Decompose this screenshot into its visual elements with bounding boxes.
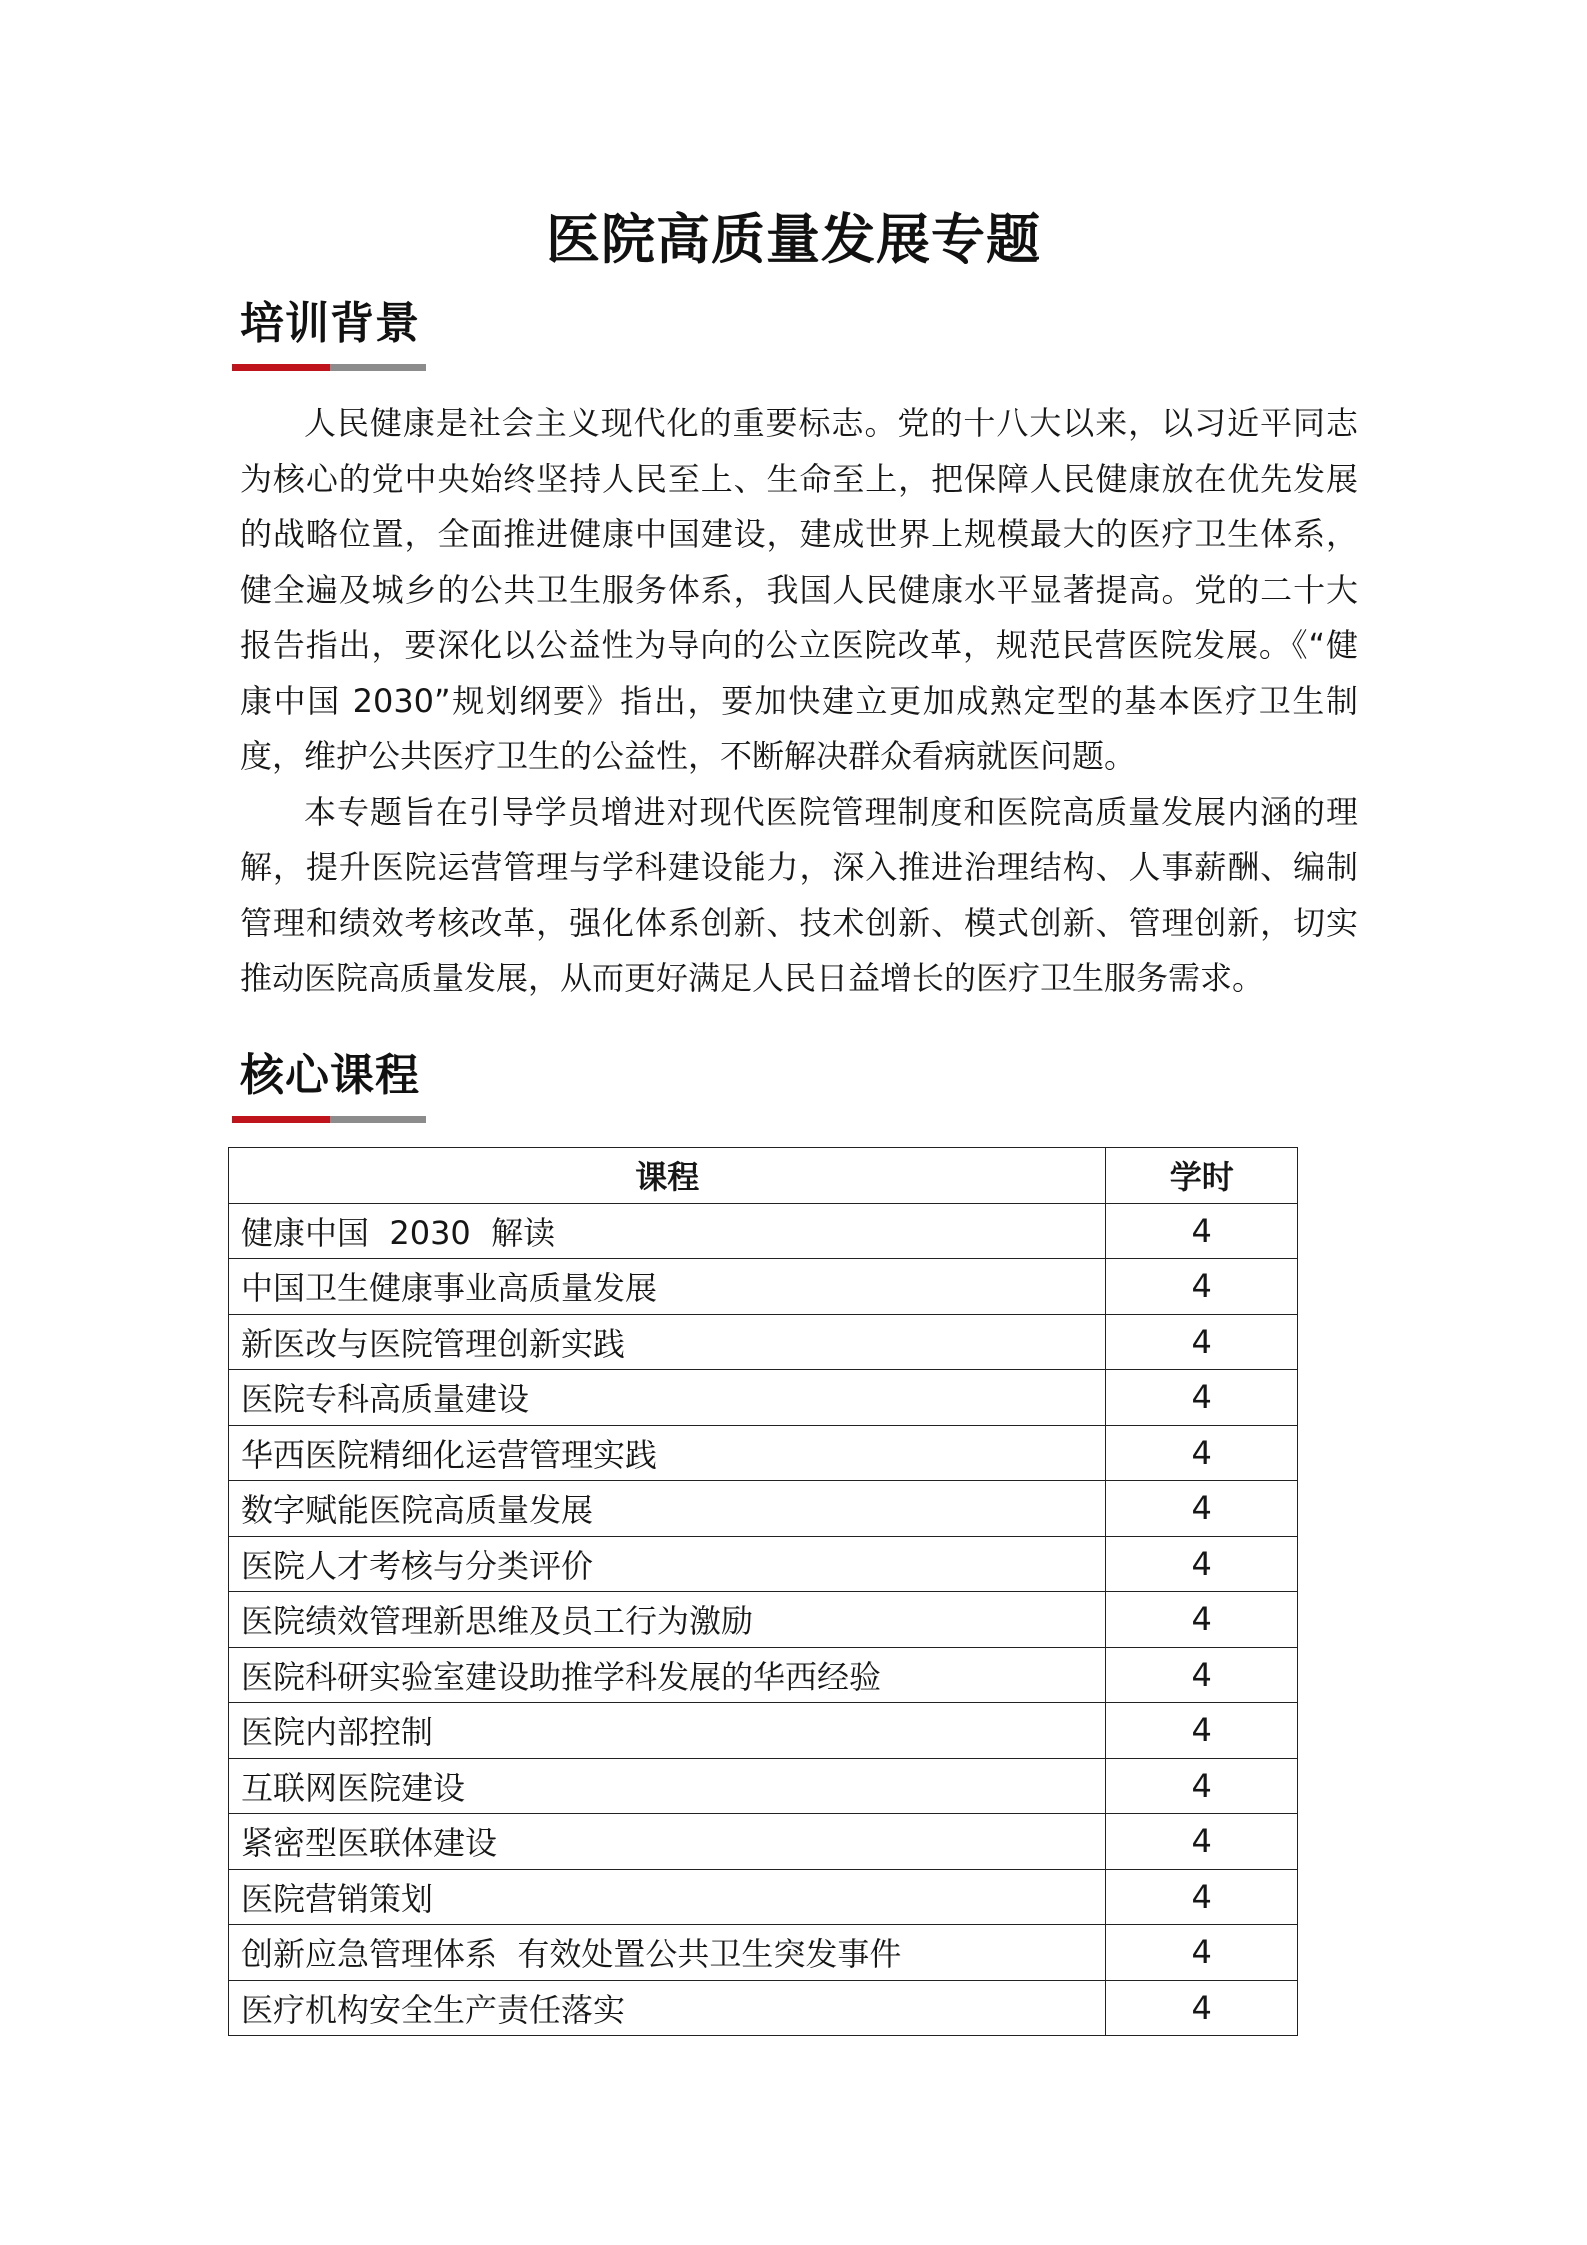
course-name-cell: 医院营销策划 bbox=[229, 1869, 1106, 1925]
background-paragraph-2: 本专题旨在引导学员增进对现代医院管理制度和医院高质量发展内涵的理解，提升医院运营管理与学科建设能力，深入推进治理结构、人事薪酬、编制管理和绩效考核改革，强化体系创新、技术创新、模式创新、管理创新，切实推动医院高质量发展，从而更好满足人民日益增长的医疗卫生服务需求。 bbox=[240, 792, 1358, 997]
course-name-cell: 互联网医院建设 bbox=[229, 1758, 1106, 1814]
table-row bbox=[229, 1758, 1298, 1814]
section-underline-background bbox=[232, 364, 426, 371]
course-hours-cell: 4 bbox=[1106, 1314, 1298, 1370]
column-header-course: 课程 bbox=[229, 1148, 1106, 1204]
course-hours-cell: 4 bbox=[1106, 1592, 1298, 1648]
section-underline-courses bbox=[232, 1116, 426, 1123]
course-hours-cell: 4 bbox=[1106, 1758, 1298, 1814]
table-row bbox=[229, 1536, 1298, 1592]
course-hours-cell: 4 bbox=[1106, 1703, 1298, 1759]
course-hours-cell: 4 bbox=[1106, 1925, 1298, 1981]
course-name-cell: 创新应急管理体系 有效处置公共卫生突发事件 bbox=[229, 1925, 1106, 1981]
course-name-cell: 中国卫生健康事业高质量发展 bbox=[229, 1259, 1106, 1315]
course-hours-cell: 4 bbox=[1106, 1869, 1298, 1925]
column-header-hours: 学时 bbox=[1106, 1148, 1298, 1204]
course-hours-cell: 4 bbox=[1106, 1814, 1298, 1870]
table-row bbox=[229, 1370, 1298, 1426]
table-row bbox=[229, 1647, 1298, 1703]
course-hours-cell: 4 bbox=[1106, 1481, 1298, 1537]
underline-red-segment bbox=[232, 1116, 330, 1123]
table-row bbox=[229, 1925, 1298, 1981]
course-name-cell: 医院绩效管理新思维及员工行为激励 bbox=[229, 1592, 1106, 1648]
course-hours-cell: 4 bbox=[1106, 1203, 1298, 1259]
course-name-cell: 医院科研实验室建设助推学科发展的华西经验 bbox=[229, 1647, 1106, 1703]
table-row bbox=[229, 1592, 1298, 1648]
course-name-cell: 紧密型医联体建设 bbox=[229, 1814, 1106, 1870]
course-hours-cell: 4 bbox=[1106, 1370, 1298, 1426]
section-heading-background: 培训背景 bbox=[240, 298, 420, 349]
underline-gray-segment bbox=[330, 364, 426, 371]
underline-red-segment bbox=[232, 364, 330, 371]
table-row bbox=[229, 1980, 1298, 2036]
course-hours-cell: 4 bbox=[1106, 1425, 1298, 1481]
course-name-cell: 华西医院精细化运营管理实践 bbox=[229, 1425, 1106, 1481]
course-name-cell: 医院人才考核与分类评价 bbox=[229, 1536, 1106, 1592]
table-row bbox=[229, 1481, 1298, 1537]
course-name-cell: 新医改与医院管理创新实践 bbox=[229, 1314, 1106, 1370]
course-name-cell: 医院内部控制 bbox=[229, 1703, 1106, 1759]
table-row bbox=[229, 1869, 1298, 1925]
section-heading-courses: 核心课程 bbox=[240, 1050, 420, 1101]
table-row bbox=[229, 1703, 1298, 1759]
table-row bbox=[229, 1425, 1298, 1481]
table-row bbox=[229, 1314, 1298, 1370]
background-text bbox=[240, 396, 1358, 1007]
course-name-cell: 医疗机构安全生产责任落实 bbox=[229, 1980, 1106, 2036]
course-name-cell: 健康中国 2030 解读 bbox=[229, 1203, 1106, 1259]
table-header-row bbox=[229, 1148, 1298, 1204]
course-hours-cell: 4 bbox=[1106, 1647, 1298, 1703]
course-hours-cell: 4 bbox=[1106, 1536, 1298, 1592]
course-table bbox=[228, 1147, 1298, 2036]
background-paragraph-1: 人民健康是社会主义现代化的重要标志。党的十八大以来，以习近平同志为核心的党中央始终坚持人民至上、生命至上，把保障人民健康放在优先发展的战略位置，全面推进健康中国建设，建成世界上规模最大的医疗卫生体系，健全遍及城乡的公共卫生服务体系，我国人民健康水平显著提高。党的二十大报告指出，要深化以公益性为导向的公立医院改革，规范民营医院发展。《“健康中国 2030”规划纲要》指出，要加快建立更加成熟定型的基本医疗卫生制度，维护公共医疗卫生的公益性，不断解决群众看病就医问题。 bbox=[240, 404, 1358, 775]
course-hours-cell: 4 bbox=[1106, 1980, 1298, 2036]
table-row bbox=[229, 1259, 1298, 1315]
table-row bbox=[229, 1814, 1298, 1870]
course-name-cell: 数字赋能医院高质量发展 bbox=[229, 1481, 1106, 1537]
course-name-cell: 医院专科高质量建设 bbox=[229, 1370, 1106, 1426]
underline-gray-segment bbox=[330, 1116, 426, 1123]
course-hours-cell: 4 bbox=[1106, 1259, 1298, 1315]
table-row bbox=[229, 1203, 1298, 1259]
page-title: 医院高质量发展专题 bbox=[546, 208, 1041, 271]
